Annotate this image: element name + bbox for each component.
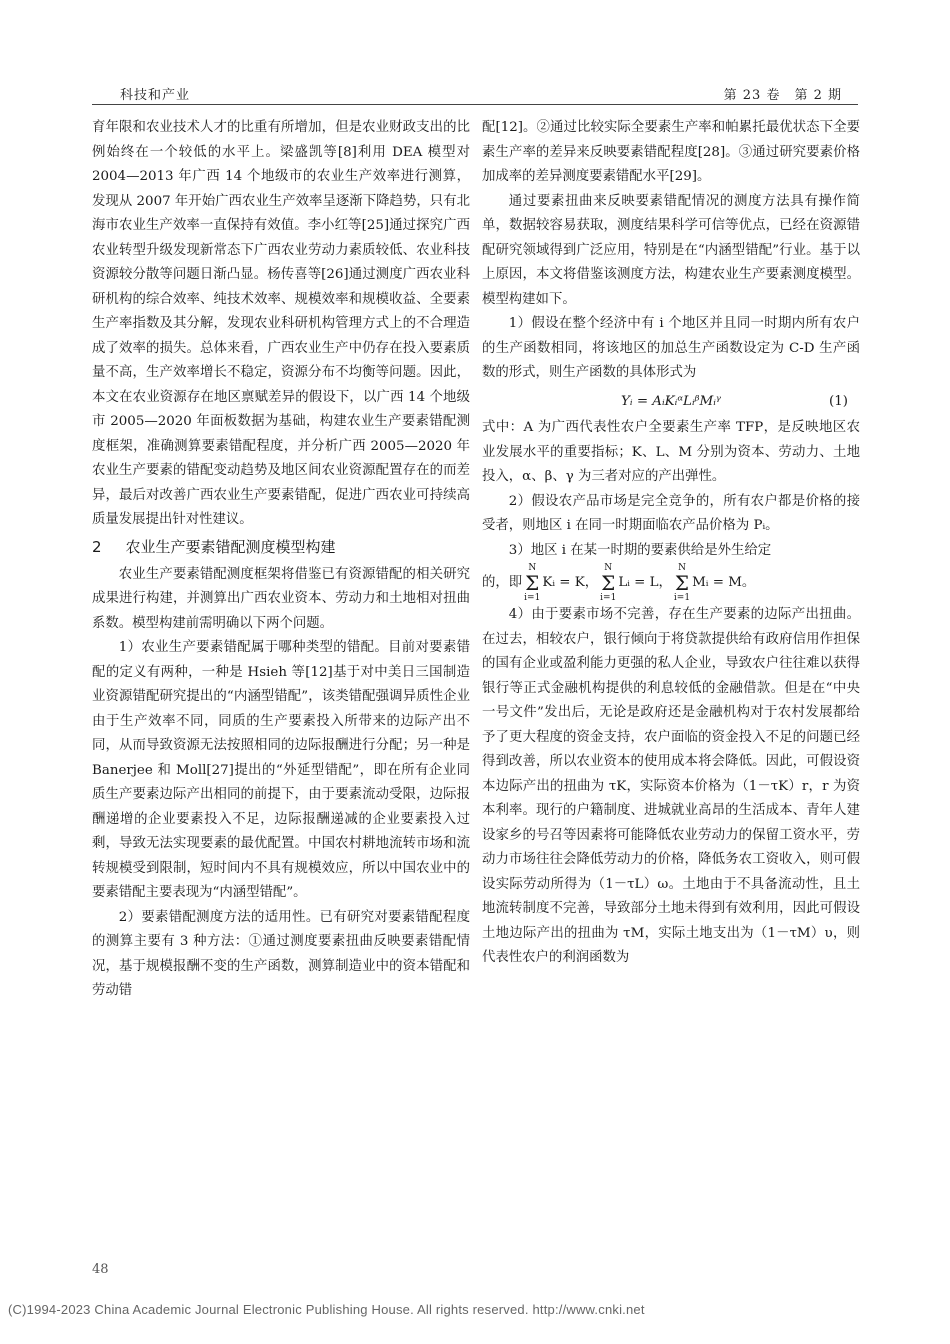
- paragraph-methods-cont: 配[12]。②通过比较实际全要素生产率和帕累托最优状态下全要素生产率的差异来反映要素错配程度[28]。③通过研究要素价格加成率的差异测度要素错配水平[29]。: [482, 120, 860, 184]
- equation-supply: [482, 563, 860, 603]
- running-header-journal: 科技和产业: [120, 88, 191, 103]
- paragraph-assumption-3: 3）地区 i 在某一时期的要素供给是外生给定: [508, 542, 772, 558]
- sum-m-term: Mᵢ = M。: [692, 574, 756, 590]
- left-column: [92, 116, 470, 1004]
- equation-1: [482, 390, 860, 415]
- right-column: [482, 116, 860, 971]
- header-rule: [92, 104, 858, 105]
- sum-symbol-m: N Σ i=1: [673, 563, 691, 603]
- paragraph-method-choice: 通过要素扭曲来反映要素错配情况的测度方法具有操作简单，数据较容易获取，测度结果科学可信等优点，已经在资源错配研究领域得到广泛应用，特别是在“内涵型错配”行业。基于以上原因，本文将借鉴该测度方法，构建农业生产要素测度模型。模型构建如下。: [482, 193, 860, 307]
- running-header-issue: 第 23 卷 第 2 期: [723, 88, 842, 103]
- supply-lead: 的，即: [482, 574, 523, 590]
- equation-1-formula: Yᵢ = AᵢKᵢᵅLᵢᵝMᵢᵞ: [621, 393, 721, 409]
- paragraph-question-2: 2）要素错配测度方法的适用性。已有研究对要素错配程度的测算主要有 3 种方法：①通过测度要素扭曲反映要素错配情况，基于规模报酬不变的生产函数，测算制造业中的资本错配和劳动错: [92, 909, 470, 998]
- section-heading: [92, 535, 470, 559]
- paragraph-question-1: 1）农业生产要素错配属于哪种类型的错配。目前对要素错配的定义有两种，一种是 Hsieh 等[12]基于对中美日三国制造业资源错配研究提出的“内涵型错配”，该类错配强调异质性企业由于生产效率不同，同质的生产要素投入所带来的边际产出不同，从而导致资源无法按照相同的边际报酬进行分配；另一种是 Banerjee 和 Moll[27]提出的“外延型错配”，即在所有企业同质生产要素边际产出相同的前提下，由于要素流动受限，边际报酬递增的企业要素投入不足，边际报酬递减的企业要素投入过剩，导致无法实现要素的最优配置。中国农村耕地流转市场和流转规模受到限制，短时间内不具有规模效应，所以中国农业中的要素错配主要表现为“内涵型错配”。: [92, 640, 470, 900]
- equation-1-number: (1): [829, 393, 848, 409]
- paragraph-assumption-2: 2）假设农产品市场是完全竞争的，所有农户都是价格的接受者，则地区 i 在同一时期面临农产品价格为 Pᵢ。: [482, 493, 860, 533]
- paragraph-assumption-1: 1）假设在整个经济中有 i 个地区并且同一时期内所有农户的生产函数相同，将该地区的加总生产函数设定为 C-D 生产函数的形式，则生产函数的具体形式为: [482, 316, 860, 380]
- page-number: 48: [92, 1262, 109, 1277]
- sum-symbol-l: N Σ i=1: [600, 563, 617, 603]
- paragraph-intro-cont: 育年限和农业技术人才的比重有所增加，但是农业财政支出的比例始终在一个较低的水平上。梁盛凯等[8]利用 DEA 模型对 2004—2013 年广西 14 个地级市的农业生产效率进行测算，发现从 2007 年开始广西农业生产效率呈逐渐下降趋势，只有北海市农业生产效率一直保持有效值。李小红等[25]通过探究广西农业转型升级发现新常态下广西农业劳动力素质较低、农业科技资源较分散等问题日渐凸显。杨传喜等[26]通过测度广西农业科研机构的综合效率、纯技术效率、规模效率和规模收益、全要素生产率指数及其分解，发现农业科研机构管理方式上的不合理造成了效率的损失。总体来看，广西农业生产中仍存在投入要素质量不高，生产效率增长不稳定，资源分布不均衡等问题。因此，本文在农业资源存在地区禀赋差异的假设下，以广西 14 个地级市 2005—2020 年面板数据为基础，构建农业生产要素错配测度框架，准确测算要素错配程度，并分析广西 2005—2020 年农业生产要素的错配变动趋势及地区间农业资源配置存在的而差异，最后对改善广西农业生产要素错配，促进广西农业可持续高质量发展提出针对性建议。: [92, 120, 470, 527]
- sum-k-term: Kᵢ = K，: [542, 574, 599, 590]
- section-title: 农业生产要素错配测度模型构建: [125, 537, 336, 556]
- paragraph-framework: 农业生产要素错配测度框架将借鉴已有资源错配的相关研究成果进行构建，并测算出广西农业资本、劳动力和土地相对扭曲系数。模型构建前需明确以下两个问题。: [92, 566, 470, 631]
- sum-symbol-k: N Σ i=1: [524, 563, 541, 603]
- paragraph-assumption-4: 4）由于要素市场不完善，存在生产要素的边际产出扭曲。在过去，相较农户，银行倾向于将贷款提供给有政府信用作担保的国有企业或盈利能力更强的私人企业，导致农户往往难以获得银行等正式金融机构提供的利息较低的金融借款。但是在“中央一号文件”发出后，无论是政府还是金融机构对于农村发展都给予了更大程度的资金支持，农户面临的资金投入不足的问题已经得到改善，所以农业资本的使用成本将会降低。因此，可假设资本边际产出的扭曲为 τK，实际资本价格为（1－τK）r，r 为资本利率。现行的户籍制度、进城就业高昂的生活成本、青年人建设家乡的号召等因素将可能降低农业劳动力的保留工资水平，劳动力市场往往会降低劳动力的价格，降低务农工资收入，则可假设实际劳动所得为（1－τL）ω。土地由于不具备流动性，且土地流转制度不完善，导致部分土地未得到有效利用，因此可假设土地边际产出的扭曲为 τM，实际土地支出为（1－τM）υ，则代表性农户的利润函数为: [482, 607, 860, 965]
- section-number: 2: [92, 537, 102, 556]
- paragraph-where: 式中：A 为广西代表性农户全要素生产率 TFP，是反映地区农业发展水平的重要指标；K、L、M 分别为资本、劳动力、土地投入，α、β、γ 为三者对应的产出弹性。: [482, 420, 860, 484]
- copyright-footer: (C)1994-2023 China Academic Journal Electronic Publishing House. All rights reserved. http://www.cnki.net: [8, 1302, 645, 1317]
- sum-l-term: Lᵢ = L，: [618, 574, 672, 590]
